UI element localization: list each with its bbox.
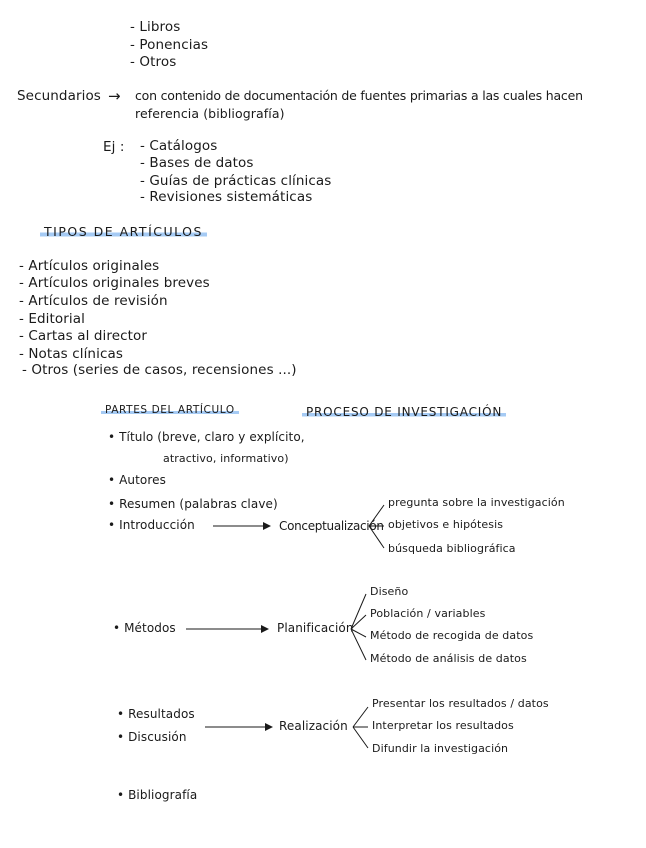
partes-articulo-heading: PARTES DEL ARTÍCULO [101,404,239,416]
secundarios-arrow: → [108,87,121,105]
tipo-articulo-2: - Artículos originales breves [19,275,210,291]
secundarios-label: Secundarios [17,88,101,104]
planificacion-item-1: Diseño [370,585,409,598]
fase-realizacion: Realización [279,719,348,733]
tipo-articulo-4: - Editorial [19,311,85,327]
secundarios-desc-line1: con contenido de documentación de fuentes primarias a las cuales hacen [135,88,583,103]
conceptualizacion-item-3: búsqueda bibliográfica [388,542,516,555]
ejemplo-bases-datos: - Bases de datos [140,155,254,171]
parte-autores: • Autores [108,473,166,487]
realizacion-item-1: Presentar los resultados / datos [372,697,549,710]
parte-discusion: • Discusión [117,730,187,744]
conceptualizacion-item-2: objetivos e hipótesis [388,518,504,531]
parte-titulo-line1: • Título (breve, claro y explícito, [108,430,305,444]
tipo-articulo-5: - Cartas al director [19,328,148,344]
parte-metodos: • Métodos [113,621,176,635]
parte-titulo-line2: atractivo, informativo) [163,452,289,465]
planificacion-item-2: Población / variables [370,607,486,620]
tipo-articulo-6: - Notas clínicas [19,346,123,362]
planificacion-item-3: Método de recogida de datos [370,629,534,642]
fase-conceptualizacion: Conceptualización [279,519,384,533]
proceso-investigacion-heading: PROCESO DE INVESTIGACIÓN [302,405,506,419]
ejemplo-catalogos: - Catálogos [140,138,218,154]
ejemplos-label: Ej : [103,139,125,155]
ejemplo-revisiones: - Revisiones sistemáticas [140,189,313,205]
primarios-item-otros: - Otros [130,54,177,70]
tipo-articulo-1: - Artículos originales [19,258,160,274]
parte-resultados: • Resultados [117,707,195,721]
tipo-articulo-7: - Otros (series de casos, recensiones ...) [22,362,297,378]
primarios-item-libros: - Libros [130,19,181,35]
parte-resumen: • Resumen (palabras clave) [108,497,278,511]
parte-bibliografia: • Bibliografía [117,788,198,802]
secundarios-desc-line2: referencia (bibliografía) [135,106,285,121]
tipos-articulos-heading: TIPOS DE ARTÍCULOS [40,224,207,239]
conceptualizacion-item-1: pregunta sobre la investigación [388,496,565,509]
realizacion-item-3: Difundir la investigación [372,742,509,755]
ejemplo-guias: - Guías de prácticas clínicas [140,173,332,189]
parte-introduccion: • Introducción [108,518,195,532]
realizacion-item-2: Interpretar los resultados [372,719,514,732]
branch-realizacion [353,707,368,748]
primarios-item-ponencias: - Ponencias [130,37,209,53]
fase-planificacion: Planificación [277,621,354,635]
planificacion-item-4: Método de análisis de datos [370,652,527,665]
tipo-articulo-3: - Artículos de revisión [19,293,168,309]
